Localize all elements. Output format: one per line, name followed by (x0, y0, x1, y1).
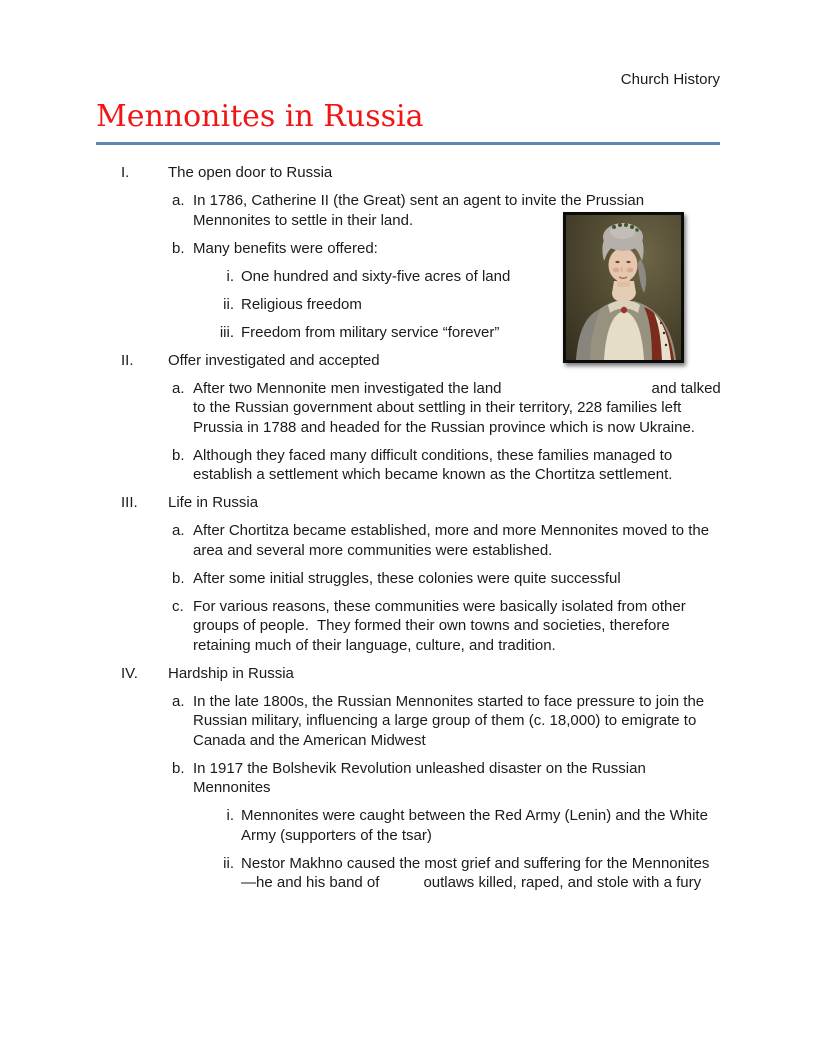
item-text: Although they faced many difficult conditions, these families managed to establish a settlement which became known as the Chortitza settlement. (193, 446, 677, 483)
item-marker: b. (172, 569, 185, 587)
outline-section-3 (96, 493, 721, 655)
subitem-marker: ii. (223, 854, 234, 872)
item-marker: b. (172, 446, 185, 464)
section-heading: Hardship in Russia (168, 664, 294, 682)
outline-item (172, 379, 725, 438)
outline-item (172, 692, 721, 751)
course-label: Church History (620, 71, 720, 88)
outline-section-2 (96, 351, 725, 485)
section-numeral: I. (121, 164, 130, 181)
section-numeral: II. (121, 351, 134, 369)
section-numeral: III. (121, 494, 138, 511)
page-title: Mennonites in Russia (96, 99, 424, 134)
subitem-marker: i. (226, 267, 234, 285)
subitem-text: Religious freedom (241, 295, 362, 313)
item-marker: b. (172, 239, 185, 257)
subitem-text: One hundred and sixty-five acres of land (241, 267, 511, 285)
item-marker: b. (172, 759, 185, 777)
item-text: After Chortitza became established, more and more Mennonites moved to the area and several more communities were established. (193, 522, 714, 559)
subitem-text: Nestor Makhno caused the most grief and suffering for the Mennonites—he and his band of outlaws killed, raped, and stole with a fury (241, 854, 710, 891)
subitem-marker: i. (226, 807, 234, 824)
item-text: For various reasons, these communities were basically isolated from other groups of people. They formed their own towns and societies, therefore retaining much of their language, culture, and tradition. (193, 597, 690, 654)
outline-item (172, 521, 721, 560)
section-heading-row (96, 493, 721, 513)
section-heading: The open door to Russia (168, 164, 333, 181)
outline-item (172, 569, 721, 589)
catherine-portrait-image (563, 212, 684, 363)
item-text: Many benefits were offered: (193, 239, 378, 257)
item-marker: a. (172, 192, 185, 209)
outline-item (172, 597, 721, 656)
section-heading-row (96, 163, 721, 183)
section-numeral: IV. (121, 664, 138, 682)
subitem-marker: iii. (219, 323, 234, 341)
subitem-text: Mennonites were caught between the Red Army (Lenin) and the White Army (supporters of the tsar) (241, 807, 712, 844)
subitem-text: Freedom from military service “forever” (241, 323, 500, 341)
subitem-marker: ii. (223, 295, 234, 313)
outline-subitem (96, 854, 721, 893)
section-heading: Life in Russia (168, 494, 259, 511)
outline-section-4 (96, 664, 721, 893)
item-marker: a. (172, 379, 185, 397)
item-marker: a. (172, 522, 185, 539)
outline-item (172, 759, 721, 798)
outline-item (172, 446, 721, 485)
item-text: After some initial struggles, these colonies were quite successful (193, 569, 621, 587)
title-rule (96, 142, 720, 145)
catherine-portrait-art (566, 215, 681, 360)
outline-subitem (96, 806, 721, 845)
item-marker: a. (172, 692, 185, 710)
item-text: In 1917 the Bolshevik Revolution unleashed disaster on the Russian Mennonites (193, 759, 650, 796)
section-heading-row (96, 664, 721, 684)
item-text: After two Mennonite men investigated the land and talked to the Russian government about settling in their territory, 228 families left Prussia in 1788 and headed for the Russian province which is now Ukraine. (193, 379, 725, 436)
item-text: In the late 1800s, the Russian Mennonites started to face pressure to join the Russian military, influencing a large group of them (c. 18,000) to emigrate to Canada and the American Midwest (193, 692, 709, 749)
item-text: In 1786, Catherine II (the Great) sent an agent to invite the Prussian Mennonites to settle in their land. (193, 192, 649, 229)
item-marker: c. (172, 597, 184, 615)
section-heading: Offer investigated and accepted (168, 351, 380, 369)
